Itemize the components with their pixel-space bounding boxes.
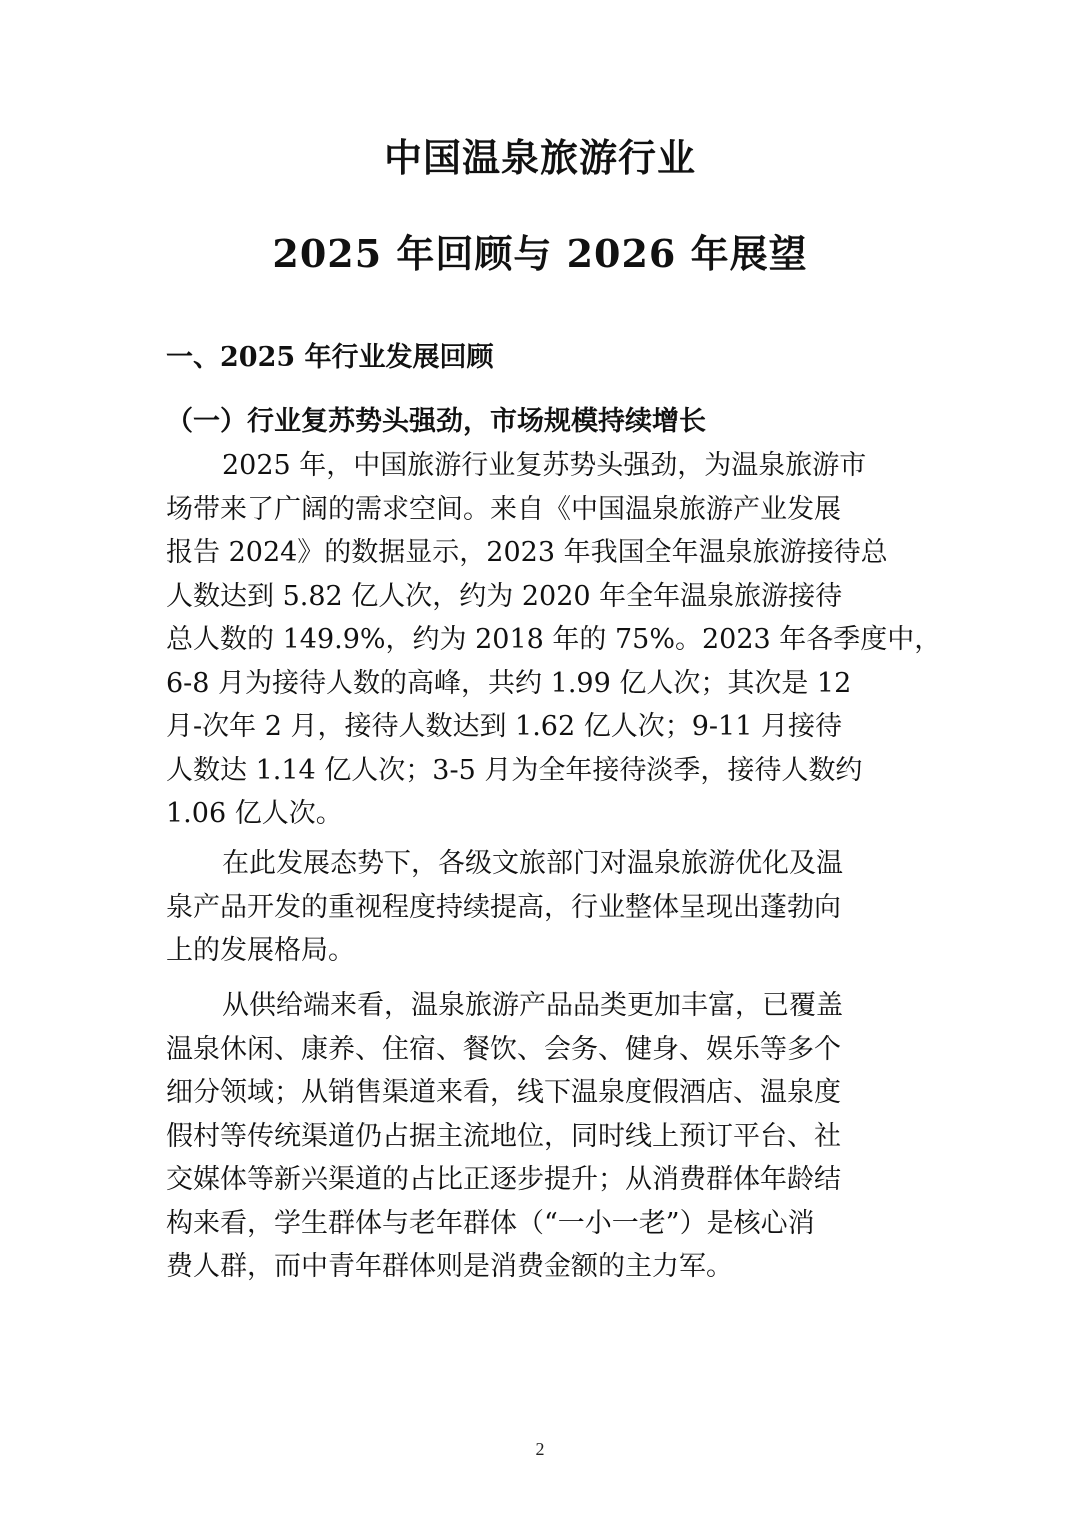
paragraph-line: 人数达 1.14 亿人次；3-5 月为全年接待淡季，接待人数约 — [166, 754, 863, 786]
paragraph-market-growth — [166, 444, 942, 836]
paragraph-supply-channels-consumers — [166, 984, 926, 1289]
paragraph-line: 人数达到 5.82 亿人次，约为 2020 年全年温泉旅游接待 — [166, 580, 843, 612]
paragraph-line: 交媒体等新兴渠道的占比正逐步提升；从消费群体年龄结 — [166, 1164, 841, 1195]
page-number: 2 — [535, 1439, 545, 1459]
section-heading: 一、2025 年行业发展回顾 — [166, 342, 494, 373]
paragraph-policy-attention — [166, 842, 926, 973]
paragraph-line: 费人群，而中青年群体则是消费金额的主力军。 — [166, 1251, 733, 1282]
paragraph-line: 月-次年 2 月，接待人数达到 1.62 亿人次；9-11 月接待 — [166, 711, 842, 742]
paragraph-line: 报告 2024》的数据显示，2023 年我国全年温泉旅游接待总 — [166, 537, 888, 568]
paragraph-line: 温泉休闲、康养、住宿、餐饮、会务、健身、娱乐等多个 — [166, 1033, 841, 1065]
paragraph-line: 假村等传统渠道仍占据主流地位，同时线上预订平台、社 — [166, 1120, 841, 1152]
paragraph-line: 泉产品开发的重视程度持续提高，行业整体呈现出蓬勃向 — [166, 891, 841, 923]
document-title-line-2: 2025 年回顾与 2026 年展望 — [272, 231, 808, 276]
paragraph-line: 细分领域；从销售渠道来看，线下温泉度假酒店、温泉度 — [166, 1077, 841, 1108]
paragraph-line: 上的发展格局。 — [166, 935, 355, 966]
paragraph-line: 2025 年，中国旅游行业复苏势头强劲，为温泉旅游市 — [222, 450, 867, 481]
paragraph-line: 总人数的 149.9%，约为 2018 年的 75%。2023 年各季度中， — [166, 624, 942, 655]
paragraph-line: 1.06 亿人次。 — [166, 798, 343, 829]
paragraph-line: 在此发展态势下，各级文旅部门对温泉旅游优化及温 — [222, 848, 843, 879]
subsection-heading: （一）行业复苏势头强劲，市场规模持续增长 — [166, 406, 706, 437]
paragraph-line: 场带来了广阔的需求空间。来自《中国温泉旅游产业发展 — [166, 493, 841, 525]
paragraph-line: 构来看，学生群体与老年群体（“一小一老”）是核心消 — [166, 1207, 815, 1239]
paragraph-line: 从供给端来看，温泉旅游产品品类更加丰富，已覆盖 — [222, 990, 843, 1021]
paragraph-line: 6-8 月为接待人数的高峰，共约 1.99 亿人次；其次是 12 — [166, 667, 852, 699]
document-title-line-1: 中国温泉旅游行业 — [383, 135, 696, 180]
